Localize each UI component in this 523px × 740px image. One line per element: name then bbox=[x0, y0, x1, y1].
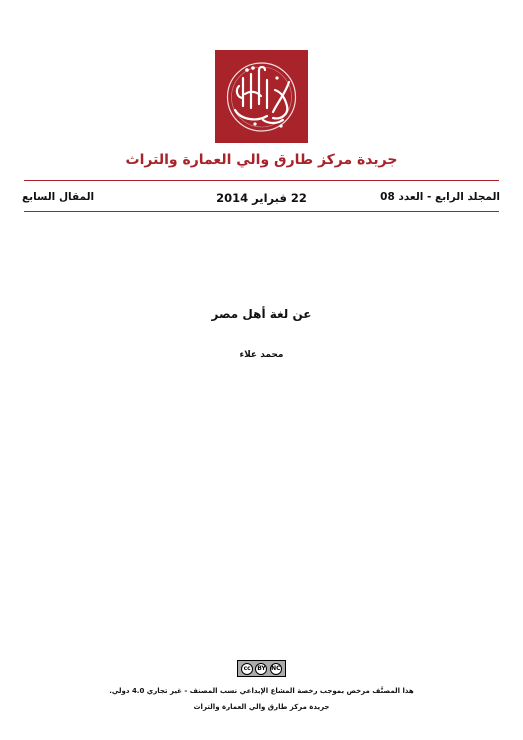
by-icon: BY bbox=[255, 663, 267, 675]
license-text: هذا المصنَّف مرخص بموجب رخصة المشاع الإبداعي نسب المصنف - غير تجاري 4.0 دولي. bbox=[109, 687, 414, 695]
article-number: المقال السابع bbox=[22, 191, 95, 203]
header-divider-bottom bbox=[24, 211, 499, 212]
journal-title: جريدة مركز طارق والي العمارة والتراث bbox=[125, 152, 398, 168]
journal-logo bbox=[215, 50, 308, 143]
calligraphy-seal-icon bbox=[215, 50, 308, 143]
issue-info: المجلد الرابع - العدد 08 bbox=[380, 191, 500, 203]
nc-icon: NC bbox=[270, 663, 282, 675]
cc-icon: cc bbox=[241, 663, 253, 675]
creative-commons-badge[interactable] bbox=[237, 660, 286, 677]
article-title: عن لغة أهل مصر bbox=[211, 307, 312, 321]
footer-journal-name: جريدة مركز طارق والي العمارة والتراث bbox=[193, 703, 330, 711]
article-author: محمد علاء bbox=[239, 350, 284, 360]
header-divider-top bbox=[24, 180, 499, 181]
publication-date: 22 فبراير 2014 bbox=[216, 191, 307, 205]
